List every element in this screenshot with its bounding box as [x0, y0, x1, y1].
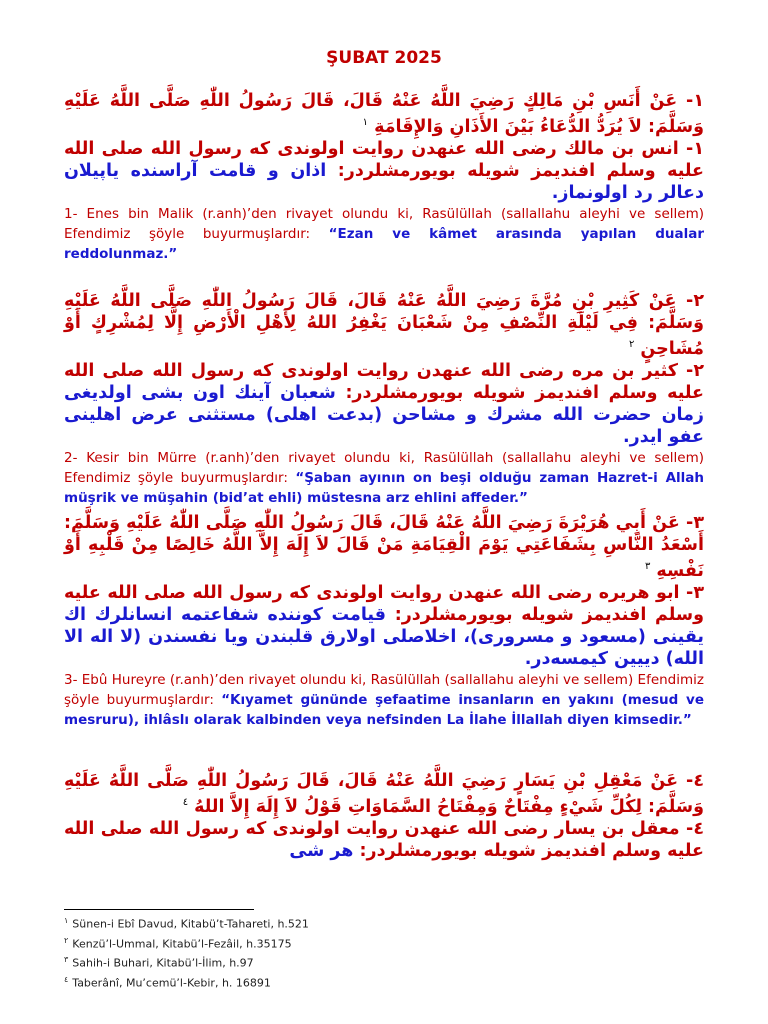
- footnote-ref[interactable]: ١: [362, 117, 368, 128]
- ottoman-intro: ٣- ابو هريره رضى الله عنهدن روايت اولوندى كه رسول الله صلى الله عليه وسلم افنديمز شويله بويورمشلردر:: [64, 582, 704, 625]
- footnote-ref[interactable]: ٢: [628, 339, 635, 350]
- hadith-3: [64, 512, 704, 730]
- arabic-quote: لِكُلِّ شَيْءٍ مِفْتَاحٌ وَمِفْتَاحُ السَّمَاوَاتِ قَوْلُ لاَ إِلَهَ إِلاَّ اللهُ: [194, 796, 642, 817]
- arabic-quote: لاَ يُرَدُّ الدُّعَاءُ بَيْنَ الأَذَانِ وَالإِقَامَةِ: [374, 116, 642, 137]
- ottoman-quote: اذان و قامت آراسنده ياپيلان دعالر رد اولونماز.: [64, 160, 704, 203]
- ottoman-text: [64, 360, 704, 448]
- arabic-intro: ٢- عَنْ كَثِيرِ بْنِ مُرَّةَ رَضِيَ اللَّهُ عَنْهُ قَالَ، قَالَ رَسُولُ اللّٰهِ صَلَّى اللَّهُ عَلَيْهِ وَسَلَّمَ:: [64, 291, 705, 333]
- turkish-text: [64, 448, 704, 508]
- ottoman-intro: ٤- معقل بن يسار رضى الله عنهدن روايت اولوندى كه رسول الله صلى الله عليه وسلم افنديمز شويله بويورمشلردر:: [64, 818, 704, 861]
- footnote-text: Sünen-i Ebî Davud, Kitabü’t-Tahareti, h.521: [72, 917, 309, 931]
- ottoman-text: [64, 582, 704, 670]
- arabic-intro: ٣- عَنْ أَبِي هُرَيْرَةَ رَضِيَ اللَّهُ عَنْهُ قَالَ، قَالَ رَسُولُ اللّٰهِ صَلَّى اللّٰهُ عَلَيْهِ وَسَلَّمَ:: [64, 513, 704, 533]
- ottoman-intro: ٢- كثير بن مره رضى الله عنهدن روايت اولوندى كه رسول الله صلى الله عليه وسلم افنديمز شويله بويورمشلردر:: [64, 360, 704, 403]
- ottoman-intro: ١- انس بن مالك رضى الله عنهدن روايت اولوندى كه رسول الله صلى الله عليه وسلم افنديمز شويله بويورمشلردر:: [64, 138, 704, 181]
- footnote-ref[interactable]: ٣: [644, 561, 651, 572]
- ottoman-text: [64, 818, 704, 862]
- hadith-2: [64, 290, 704, 508]
- arabic-quote: أَسْعَدُ النَّاسِ بِشَفَاعَتِي يَوْمَ الْقِيَامَةِ مَنْ قَالَ لاَ إِلَهَ إِلاَّ اللَّهُ خَالِصًا مِنْ قَلْبِهِ أَوْ نَفْسِهِ: [64, 535, 704, 581]
- turkish-quote: “Ezan ve kâmet arasında yapılan dualar reddolunmaz.”: [64, 225, 705, 262]
- arabic-text: [64, 290, 704, 360]
- footnote-number: ٤: [64, 974, 69, 984]
- footnote-2: [64, 933, 704, 953]
- ottoman-quote: هر شى: [289, 840, 354, 861]
- arabic-text: [64, 90, 704, 138]
- footnote-divider: [64, 909, 254, 910]
- arabic-text: [64, 770, 704, 818]
- footnote-text: Kenzü’l-Ummal, Kitabü’l-Fezâil, h.35175: [72, 937, 292, 951]
- ottoman-quote: شعبان آينك اون بشى اولديغى زمان حضرت الله مشرك و مشاحن (بدعت اهلى) مستثنى عرض اهلينى عفو ايدر.: [64, 382, 704, 447]
- footnote-ref[interactable]: ٤: [182, 797, 189, 808]
- arabic-text: [64, 512, 704, 582]
- footnote-1: [64, 913, 704, 933]
- turkish-intro: 1- Enes bin Malik (r.anh)’den rivayet olundu ki, Rasülüllah (sallallahu aleyhi ve sellem) Efendimiz şöyle buyurmuşlardır:: [64, 205, 704, 242]
- arabic-quote: فِي لَيْلَةِ النِّصْفِ مِنْ شَعْبَانَ يَغْفِرُ اللهُ لِأَهْلِ الْأَرْضِ إِلَّا لِمُشْرِكٍ أَوْ مُشَاحِنٍ: [64, 313, 704, 359]
- arabic-intro: ١- عَنْ أَنَسِ بْنِ مَالِكٍ رَضِيَ اللَّهُ عَنْهُ قَالَ، قَالَ رَسُولُ اللّٰهِ صَلَّى اللَّهُ عَلَيْهِ وَسَلَّمَ:: [64, 91, 704, 137]
- footnote-number: ١: [64, 916, 69, 925]
- footnote-text: Taberânî, Mu’cemü’l-Kebir, h. 16891: [72, 976, 271, 990]
- turkish-text: [64, 204, 704, 264]
- turkish-quote: “Şaban ayının on beşi olduğu zaman Hazret-i Allah müşrik ve müşahin (bid’at ehli) müstesna arz ehlini affeder.”: [64, 469, 704, 506]
- page-title: ŞUBAT 2025: [326, 48, 442, 68]
- ottoman-text: [64, 138, 704, 204]
- turkish-intro: 3- Ebû Hureyre (r.anh)’den rivayet olundu ki, Rasülüllah (sallallahu aleyhi ve sellem) Efendimiz şöyle buyurmuşlardır:: [64, 671, 704, 708]
- footnote-number: ٢: [64, 935, 69, 945]
- arabic-intro: ٤- عَنْ مَعْقِلِ بْنِ يَسَارٍ رَضِيَ اللَّهُ عَنْهُ قَالَ، قَالَ رَسُولُ اللّٰهِ صَلَّى اللَّهُ عَلَيْهِ وَسَلَّمَ:: [64, 771, 704, 817]
- footnote-number: ٣: [64, 955, 69, 965]
- footnote-text: Sahih-i Buhari, Kitabü’l-İlim, h.97: [72, 956, 254, 970]
- hadith-4: [64, 770, 704, 862]
- ottoman-quote: قيامت كوننده شفاعتمه انسانلرك اك يقينى (مسعود و مسرورى)، اخلاصلى اولارق قلبندن ويا نفسندن (لا اله الا الله) دييين كيمسه‌در.: [64, 604, 704, 669]
- footnote-3: [64, 952, 704, 972]
- turkish-intro: 2- Kesir bin Mürre (r.anh)’den rivayet olundu ki, Rasülüllah (sallallahu aleyhi ve sellem) Efendimiz şöyle buyurmuşlardır:: [64, 449, 704, 486]
- footnote-4: [64, 972, 704, 992]
- hadith-1: [64, 90, 704, 264]
- turkish-quote: “Kıyamet gününde şefaatime insanların en yakını (mesud ve mesruru), ihlâslı olarak kalbinden veya nefsinden La İlahe İllallah diyen kimsedir.”: [64, 691, 704, 728]
- footnotes: [64, 913, 704, 992]
- turkish-text: [64, 670, 704, 730]
